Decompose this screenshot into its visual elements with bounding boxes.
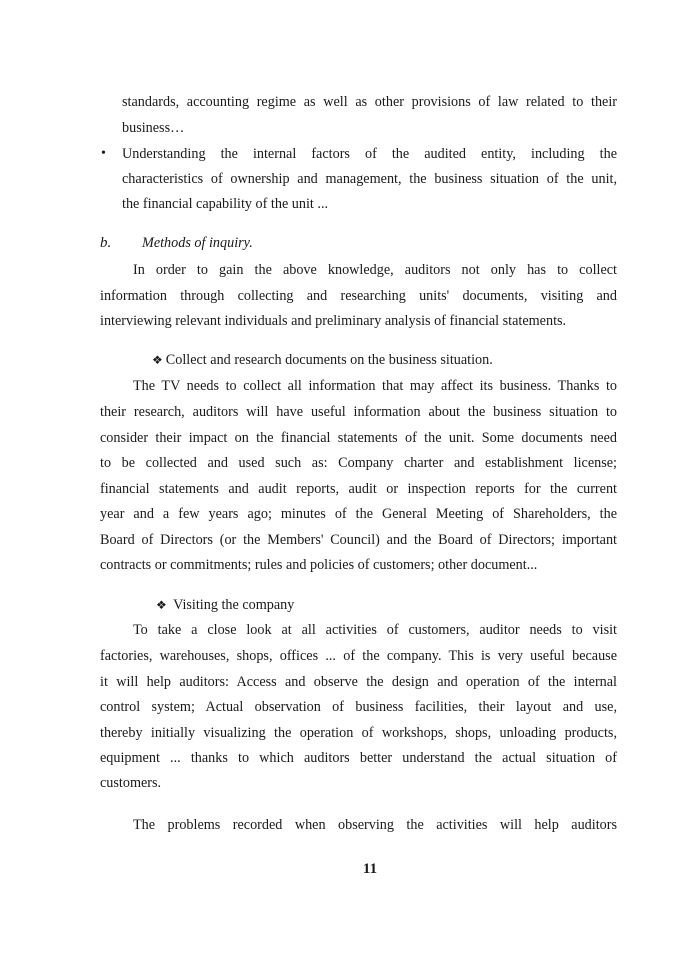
diamond-bullet-icon: ❖ <box>156 598 167 612</box>
text-line: The problems recorded when observing the activities will help auditors <box>133 817 617 833</box>
text-line: the financial capability of the unit ... <box>122 196 329 212</box>
text-line: To take a close look at all activities of customers, auditor needs to visit <box>133 622 617 638</box>
text-line: Understanding the internal factors of the audited entity, including the <box>122 146 617 162</box>
subsection-title: Visiting the company <box>173 597 295 613</box>
subsection-heading <box>152 351 572 369</box>
text-line: contracts or commitments; rules and policies of customers; other document... <box>100 557 538 573</box>
text-line: thereby initially visualizing the operation of workshops, shops, unloading products, <box>100 725 617 741</box>
text-line: it will help auditors: Access and observe the design and operation of the internal <box>100 674 617 690</box>
text-line: interviewing relevant individuals and preliminary analysis of financial statements. <box>100 313 567 329</box>
text-line: The TV needs to collect all information that may affect its business. Thanks to <box>133 378 617 394</box>
text-line: equipment ... thanks to which auditors better understand the actual situation of <box>100 750 617 766</box>
text-line: to be collected and used such as: Company charter and establishment license; <box>100 455 617 471</box>
text-line: their research, auditors will have useful information about the business situation to <box>100 404 617 420</box>
text-line: Board of Directors (or the Members' Council) and the Board of Directors; important <box>100 532 617 548</box>
text-line: information through collecting and researching units' documents, visiting and <box>100 288 617 304</box>
bullet-icon: • <box>101 146 106 161</box>
subsection-heading <box>156 596 456 614</box>
text-line: factories, warehouses, shops, offices ... of the company. This is very useful because <box>100 648 617 664</box>
text-line: characteristics of ownership and management, the business situation of the unit, <box>122 171 617 187</box>
text-line: In order to gain the above knowledge, auditors not only has to collect <box>133 262 617 278</box>
text-line: business… <box>122 120 185 136</box>
text-line: financial statements and audit reports, audit or inspection reports for the current <box>100 481 617 497</box>
text-line: control system; Actual observation of business facilities, their layout and use, <box>100 699 617 715</box>
text-line: customers. <box>100 775 162 791</box>
page-number: 11 <box>362 861 378 877</box>
subsection-title: Collect and research documents on the business situation. <box>165 352 493 368</box>
text-line: standards, accounting regime as well as other provisions of law related to their <box>122 94 617 110</box>
text-line: year and a few years ago; minutes of the General Meeting of Shareholders, the <box>100 506 617 522</box>
section-label: b. <box>100 235 112 251</box>
text-line: consider their impact on the financial statements of the unit. Some documents need <box>100 430 617 446</box>
diamond-bullet-icon: ❖ <box>152 353 163 367</box>
section-heading: Methods of inquiry. <box>142 235 253 251</box>
